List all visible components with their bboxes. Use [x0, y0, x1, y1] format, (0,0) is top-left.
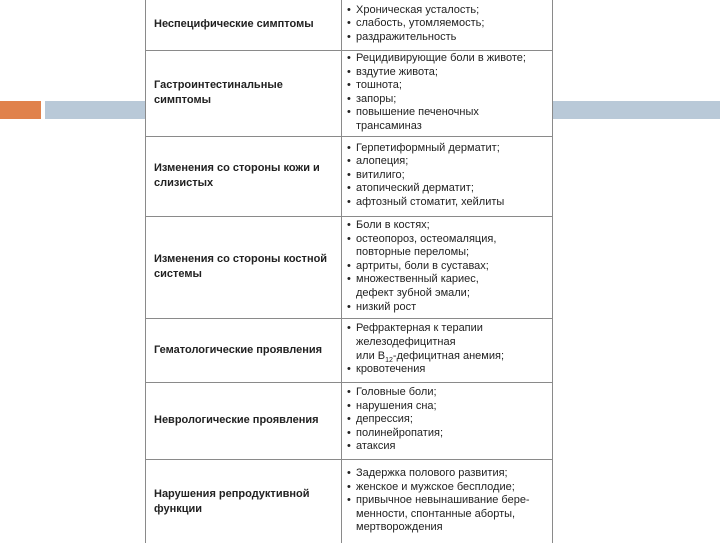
symptom-item: • слабость, утомляемость;: [346, 17, 548, 31]
symptom-item: • вздутие живота;: [346, 66, 548, 80]
table-row: [146, 136, 553, 216]
category-cell: Изменения со стороны кожи и слизистых: [146, 136, 342, 216]
symptom-list: [346, 142, 548, 210]
symptom-list: [346, 52, 548, 134]
symptom-list: [346, 219, 548, 314]
symptom-list: [346, 386, 548, 454]
symptom-item: • тошнота;: [346, 79, 548, 93]
symptoms-cell: [342, 136, 553, 216]
table-row: [146, 216, 553, 318]
symptom-item: • алопеция;: [346, 155, 548, 169]
symptom-item: • Задержка полового развития;: [346, 467, 548, 481]
table-row: [146, 382, 553, 459]
symptoms-cell: [342, 382, 553, 459]
symptom-item: • артриты, боли в суставах;: [346, 260, 548, 274]
blue-accent-bar-right: [553, 101, 720, 119]
category-cell: Нарушения репродуктивной функции: [146, 459, 342, 543]
symptoms-table: [145, 0, 553, 543]
blue-accent-bar-left: [45, 101, 145, 119]
symptom-item: • множественный кариес, дефект зубной эмали;: [346, 273, 548, 300]
table-row: [146, 318, 553, 382]
symptom-item: • привычное невынашивание бере- менности, спонтанные аборты, мертворождения: [346, 494, 548, 535]
symptoms-table-body: [146, 0, 553, 543]
symptom-item: • запоры;: [346, 93, 548, 107]
symptoms-cell: [342, 216, 553, 318]
symptom-item: • полинейропатия;: [346, 427, 548, 441]
category-cell: Неврологические проявления: [146, 382, 342, 459]
symptom-item: • афтозный стоматит, хейлиты: [346, 196, 548, 210]
symptom-item: • атаксия: [346, 440, 548, 454]
symptom-item: • Герпетиформный дерматит;: [346, 142, 548, 156]
symptoms-cell: [342, 318, 553, 382]
symptoms-cell: [342, 0, 553, 51]
category-cell: Гастроинтестинальные симптомы: [146, 51, 342, 137]
symptom-item: • Хроническая усталость;: [346, 4, 548, 18]
symptoms-cell: [342, 459, 553, 543]
symptom-item: • Боли в костях;: [346, 219, 548, 233]
symptom-item: • нарушения сна;: [346, 400, 548, 414]
symptoms-cell: [342, 51, 553, 137]
symptom-item: • повышение печеночных трансаминаз: [346, 106, 548, 133]
symptom-item: • витилиго;: [346, 169, 548, 183]
symptom-item: • остеопороз, остеомаляция, повторные переломы;: [346, 233, 548, 260]
symptom-item: • Рефрактерная к терапии железодефицитная или $B_{12}$-дефицитная анемия;: [346, 322, 548, 363]
symptoms-table-container: [145, 0, 553, 543]
symptom-item: • депрессия;: [346, 413, 548, 427]
table-row: [146, 0, 553, 51]
table-row: [146, 51, 553, 137]
table-row: [146, 459, 553, 543]
symptom-item: • низкий рост: [346, 301, 548, 315]
symptom-item: • раздражительность: [346, 31, 548, 45]
symptom-item: • кровотечения: [346, 363, 548, 377]
symptom-item: • женское и мужское бесплодие;: [346, 481, 548, 495]
symptom-item: • атопический дерматит;: [346, 182, 548, 196]
orange-accent-bar: [0, 101, 41, 119]
category-cell: Неспецифические симптомы: [146, 0, 342, 51]
symptom-list: [346, 4, 548, 45]
symptom-list: [346, 467, 548, 535]
category-cell: Изменения со стороны костной системы: [146, 216, 342, 318]
symptom-item: • Рецидивирующие боли в животе;: [346, 52, 548, 66]
category-cell: Гематологические проявления: [146, 318, 342, 382]
symptom-list: [346, 322, 548, 376]
symptom-item: • Головные боли;: [346, 386, 548, 400]
